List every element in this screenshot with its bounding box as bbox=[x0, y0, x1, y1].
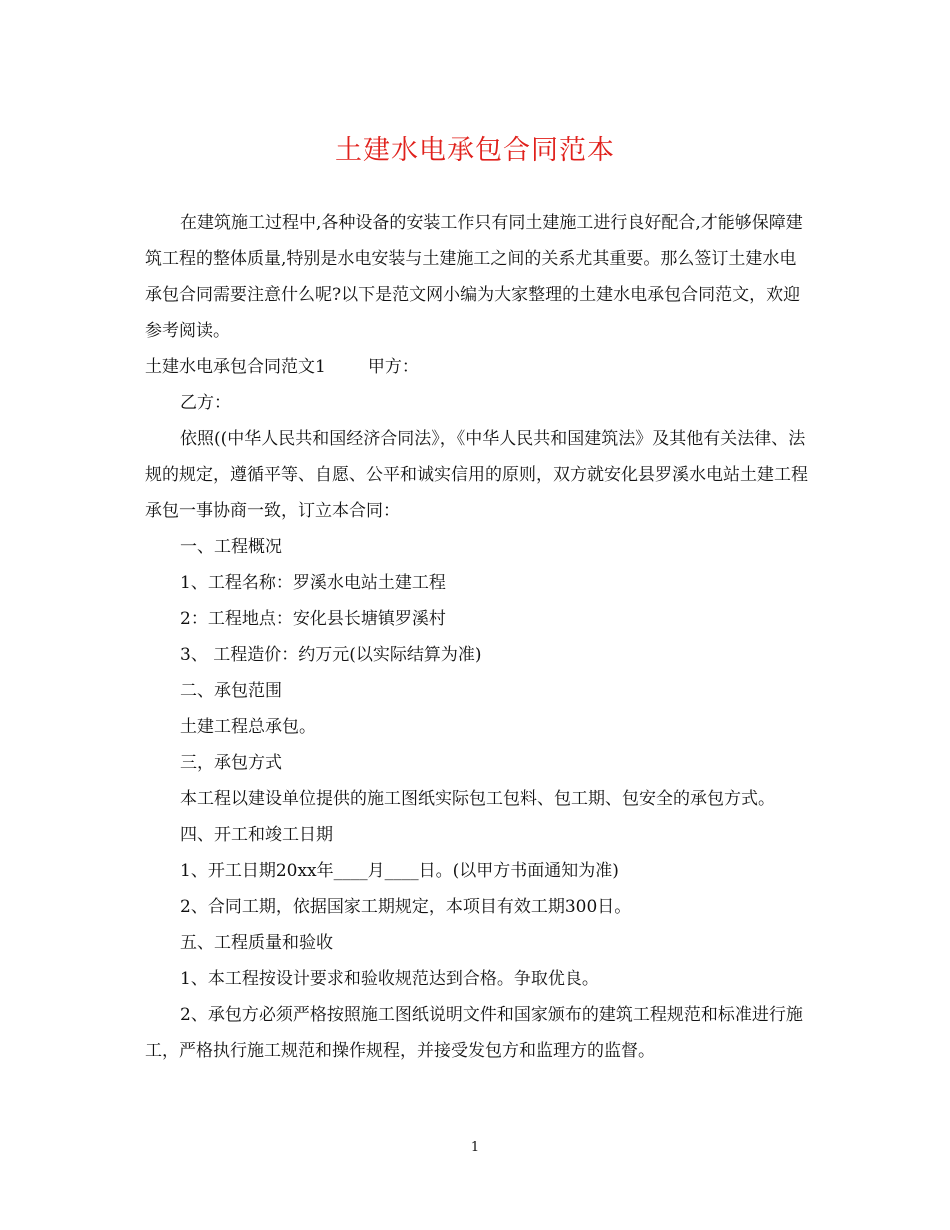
page-number: 1 bbox=[470, 1140, 480, 1155]
preamble-paragraph: 依照((中华人民共和国经济合同法》，《中华人民共和国建筑法》及其他有关法律、法规的规定，遵循平等、自愿、公平和诚实信用的原则，双方就安化县罗溪水电站土建工程承包一事协商一致，订立本合同： bbox=[145, 429, 808, 521]
party-b-label: 乙方： bbox=[180, 393, 231, 413]
document-body bbox=[145, 205, 810, 1069]
clause-method: 本工程以建设单位提供的施工图纸实际包工包料、包工期、包安全的承包方式。 bbox=[180, 789, 775, 809]
document-title: 土建水电承包合同范本 bbox=[335, 135, 615, 166]
clause-scope: 土建工程总承包。 bbox=[180, 717, 316, 737]
clause-duration: 2、合同工期，依据国家工期规定，本项目有效工期300日。 bbox=[180, 897, 632, 917]
sample-heading: 土建水电承包合同范文1 bbox=[145, 357, 326, 377]
section-heading-method: 三，承包方式 bbox=[180, 753, 282, 773]
clause-construction-norms: 2、承包方必须严格按照施工图纸说明文件和国家颁布的建筑工程规范和标准进行施工，严格执行施工规范和操作规程，并接受发包方和监理方的监督。 bbox=[145, 1005, 803, 1061]
section-heading-quality: 五、工程质量和验收 bbox=[180, 933, 333, 953]
section-heading-scope: 二、承包范围 bbox=[180, 681, 282, 701]
clause-project-name: 1、工程名称：罗溪水电站土建工程 bbox=[180, 573, 446, 593]
section-heading-dates: 四、开工和竣工日期 bbox=[180, 825, 333, 845]
party-a-label: 甲方： bbox=[367, 357, 419, 377]
clause-project-location: 2：工程地点：安化县长塘镇罗溪村 bbox=[180, 609, 446, 629]
section-heading-overview: 一、工程概况 bbox=[180, 537, 282, 557]
clause-start-date: 1、开工日期20xx年____月____日。(以甲方书面通知为准) bbox=[180, 861, 619, 881]
intro-paragraph: 在建筑施工过程中,各种设备的安装工作只有同土建施工进行良好配合,才能够保障建筑工程的整体质量,特别是水电安装与土建施工之间的关系尤其重要。那么签订土建水电承包合同需要注意什么呢?以下是范文网小编为大家整理的土建水电承包合同范文，欢迎参考阅读。 bbox=[145, 213, 803, 341]
clause-quality-standard: 1、本工程按设计要求和验收规范达到合格。争取优良。 bbox=[180, 969, 599, 989]
clause-project-cost: 3、 工程造价：约万元(以实际结算为准) bbox=[180, 645, 482, 665]
sample-heading-line bbox=[145, 349, 810, 385]
